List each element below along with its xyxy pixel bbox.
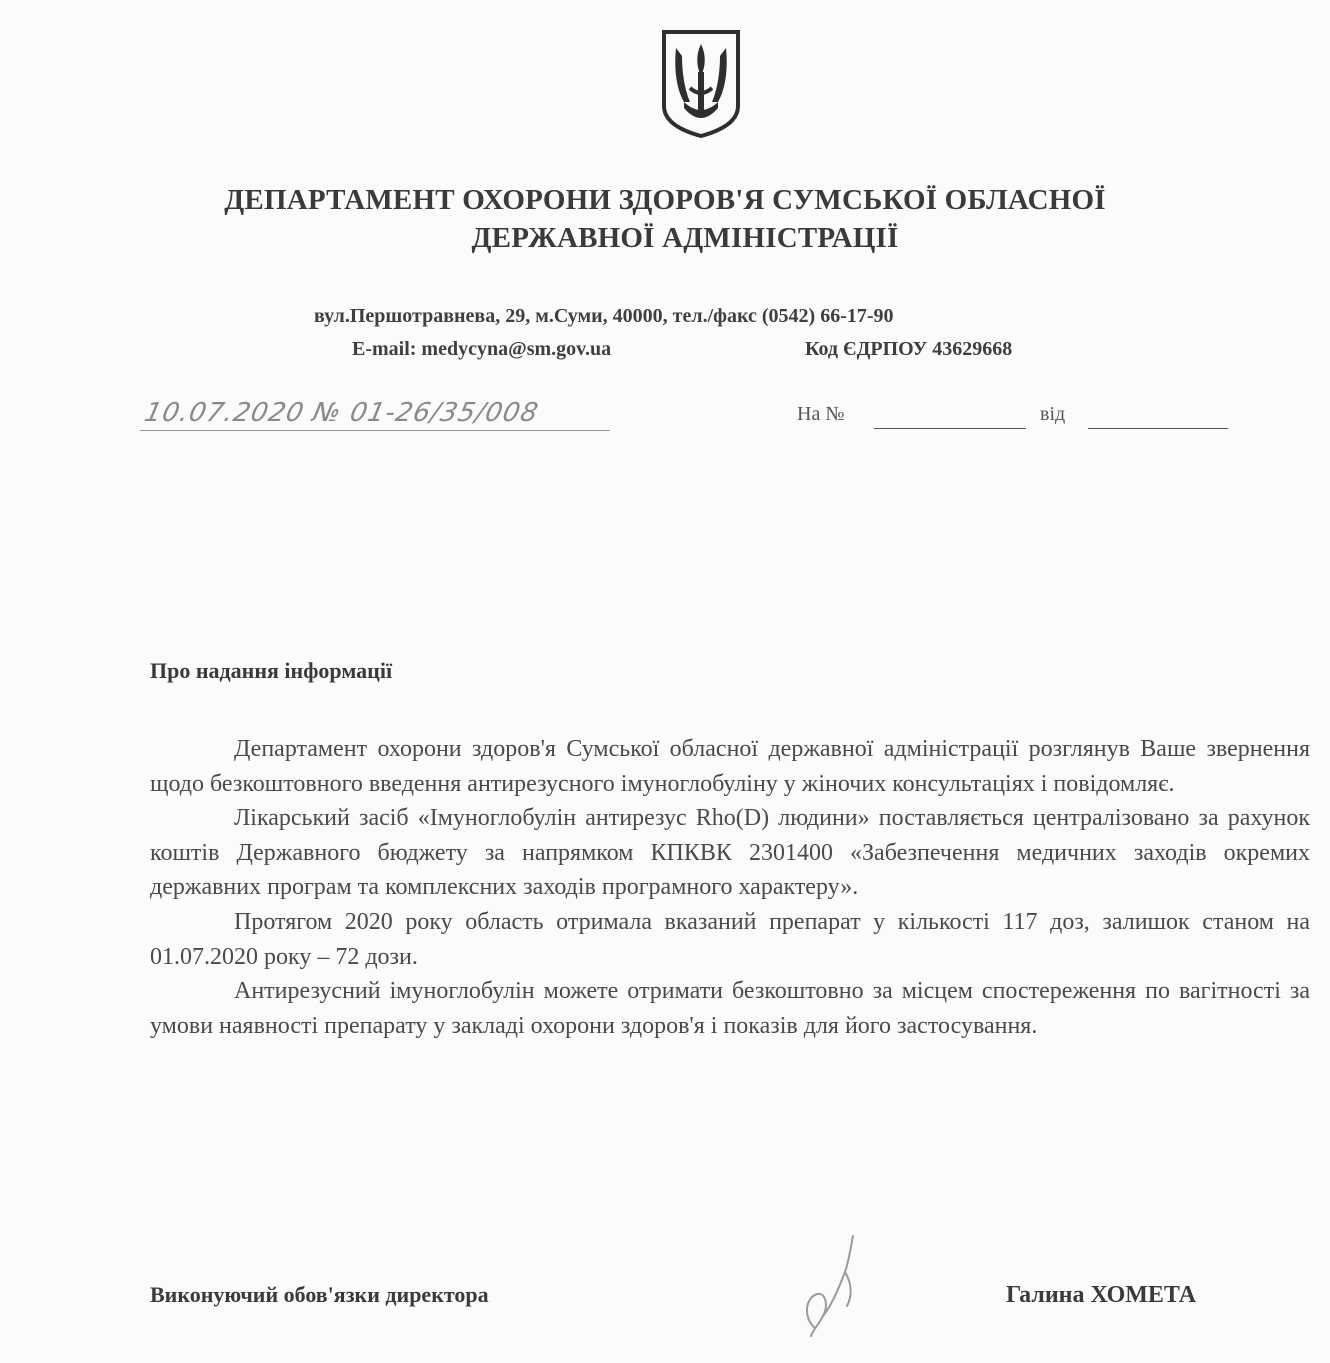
signer-position: Виконуючий обов'язки директора [150, 1282, 489, 1307]
department-title-line2: ДЕРЖАВНОЇ АДМІНІСТРАЦІЇ [471, 222, 899, 254]
letter-body [150, 732, 1310, 1043]
body-paragraph: Протягом 2020 року область отримала вказаний препарат у кількості 117 доз, залишок станом на 01.07.2020 року – 72 дози. [150, 908, 1310, 970]
outgoing-reference-number: 10.07.2020 № 01-26/35/008 [141, 398, 542, 428]
letter-subject: Про надання інформації [150, 658, 393, 683]
incoming-number-label: На № [797, 403, 845, 425]
handwritten-signature-icon [795, 1232, 875, 1340]
department-email: E-mail: medycyna@sm.gov.ua [352, 338, 612, 360]
reference-underline [140, 430, 610, 431]
incoming-date-blank [1088, 428, 1228, 429]
body-paragraph: Департамент охорони здоров'я Сумської обласної державної адміністрації розглянув Ваше звернення щодо безкоштовного введення антирезусного імуноглобуліну у жіночих консультаціях і повідомляє. [150, 736, 1310, 797]
trident-emblem-icon [660, 28, 742, 140]
body-paragraph: Антирезусний імуноглобулін можете отримати безкоштовно за місцем спостереження по вагітності за умови наявності препарату у закладі охорони здоров'я і показів для його застосування. [150, 978, 1310, 1039]
department-title-line1: ДЕПАРТАМЕНТ ОХОРОНИ ЗДОРОВ'Я СУМСЬКОЇ ОБЛАСНОЇ [224, 184, 1106, 216]
incoming-date-label: від [1040, 403, 1066, 425]
incoming-number-blank [874, 428, 1026, 429]
department-address: вул.Першотравнева, 29, м.Суми, 40000, тел./факс (0542) 66-17-90 [314, 305, 894, 327]
body-paragraph: Лікарський засіб «Імуноглобулін антирезус Rho(D) людини» поставляється централізовано за рахунок коштів Державного бюджету за напрямком КПКВК 2301400 «Забезпечення медичних заходів окремих державних програм та комплексних заходів програмного характеру». [150, 805, 1310, 901]
signer-name: Галина ХОМЕТА [1006, 1282, 1197, 1308]
department-edrpou-code: Код ЄДРПОУ 43629668 [805, 338, 1013, 360]
